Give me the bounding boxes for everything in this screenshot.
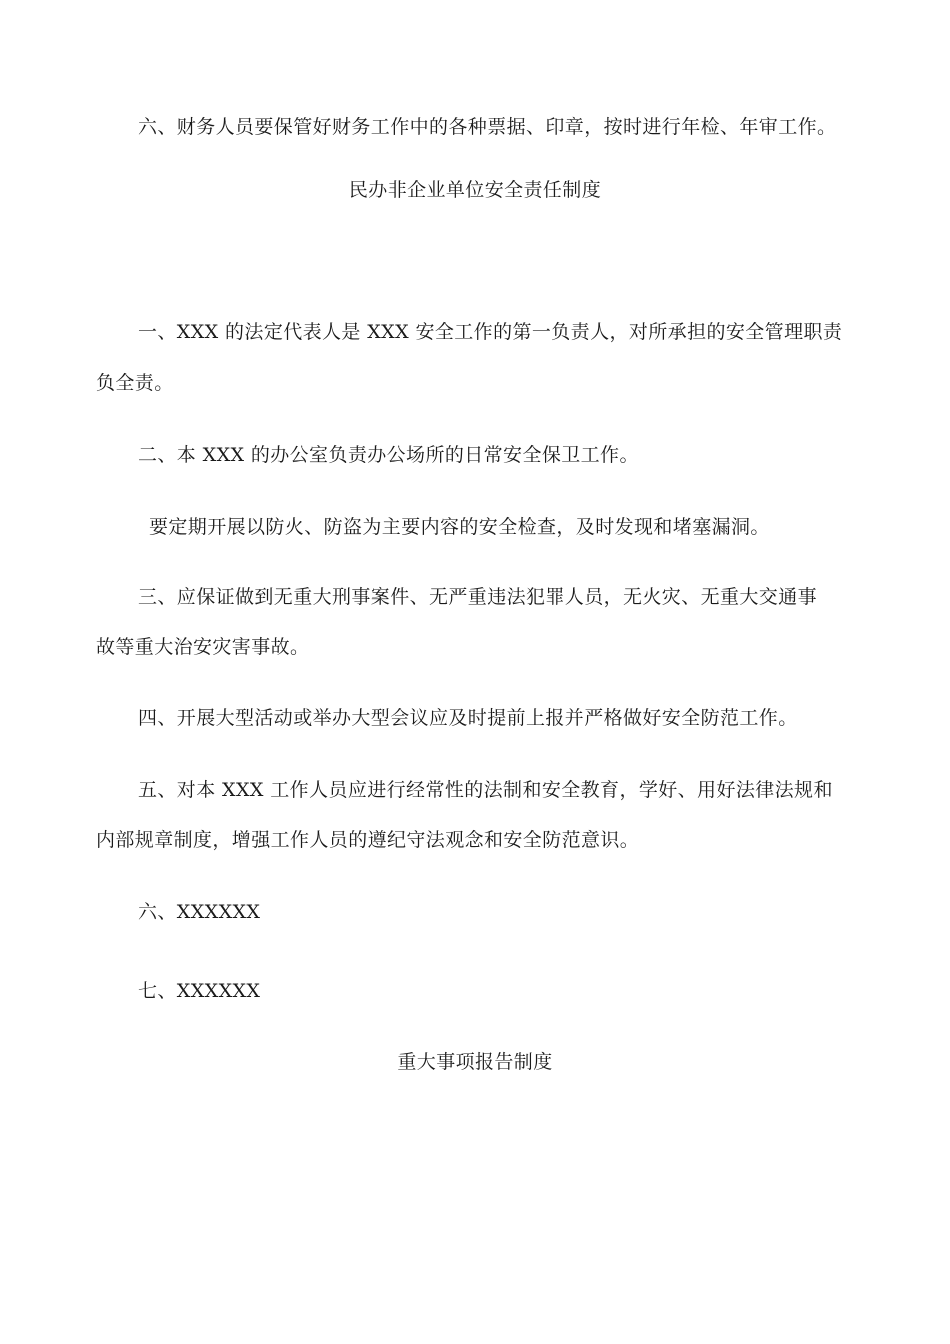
safety-item-1-line-1: 一、XXX 的法定代表人是 XXX 安全工作的第一负责人，对所承担的安全管理职责 [138, 321, 843, 343]
safety-item-3-line-1: 三、应保证做到无重大刑事案件、无严重违法犯罪人员，无火灾、无重大交通事 [138, 586, 818, 608]
safety-item-7: 七、XXXXXX [138, 980, 261, 1002]
safety-item-5-line-1: 五、对本 XXX 工作人员应进行经常性的法制和安全教育，学好、用好法律法规和 [138, 779, 833, 801]
safety-item-2-sub: 要定期开展以防火、防盗为主要内容的安全检查，及时发现和堵塞漏洞。 [149, 516, 770, 538]
safety-item-6: 六、XXXXXX [138, 901, 261, 923]
safety-item-2: 二、本 XXX 的办公室负责办公场所的日常安全保卫工作。 [138, 444, 639, 466]
safety-item-4: 四、开展大型活动或举办大型会议应及时提前上报并严格做好安全防范工作。 [138, 707, 798, 729]
safety-item-3-line-2: 故等重大治安灾害事故。 [96, 636, 310, 658]
safety-item-5-line-2: 内部规章制度，增强工作人员的遵纪守法观念和安全防范意识。 [96, 829, 640, 851]
section-title-safety: 民办非企业单位安全责任制度 [348, 179, 602, 201]
section-title-report: 重大事项报告制度 [397, 1051, 553, 1073]
prev-section-item-6: 六、财务人员要保管好财务工作中的各种票据、印章，按时进行年检、年审工作。 [138, 116, 837, 138]
safety-item-1-line-2: 负全责。 [96, 372, 174, 394]
